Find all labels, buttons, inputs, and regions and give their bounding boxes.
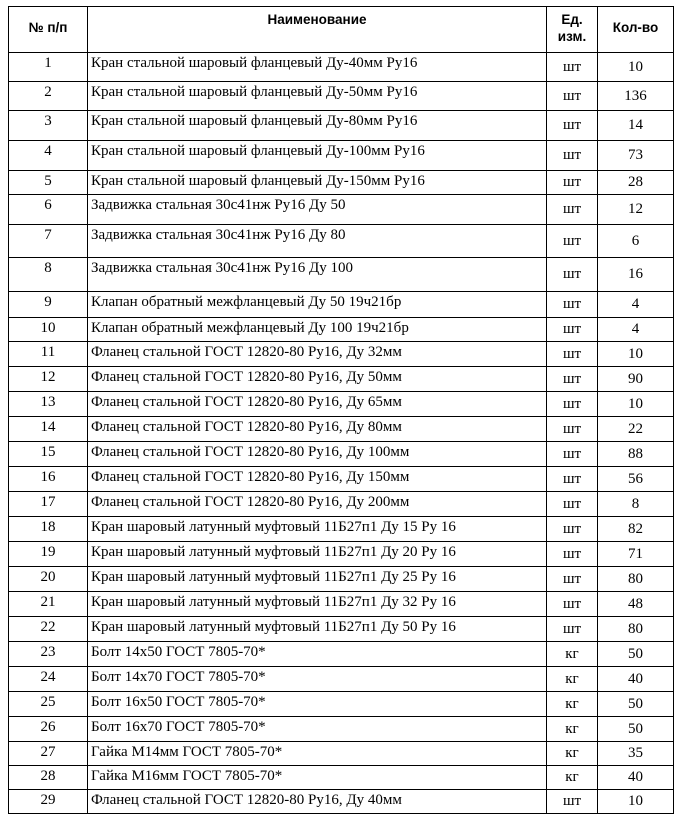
row-name: Кран стальной шаровый фланцевый Ду-40мм Ру16	[88, 53, 547, 82]
row-name: Задвижка стальная 30с41нж Ру16 Ду 50	[88, 195, 547, 225]
table-row	[9, 367, 674, 392]
row-quantity: 16	[598, 258, 674, 292]
table-row	[9, 442, 674, 467]
header-number: № п/п	[9, 7, 88, 53]
table-row	[9, 82, 674, 111]
table-row	[9, 392, 674, 417]
row-number: 21	[9, 592, 88, 617]
row-unit: шт	[547, 467, 598, 492]
table-row	[9, 592, 674, 617]
row-unit: шт	[547, 442, 598, 467]
row-number: 5	[9, 171, 88, 195]
row-number: 15	[9, 442, 88, 467]
row-unit: кг	[547, 667, 598, 692]
row-name: Кран стальной шаровый фланцевый Ду-50мм Ру16	[88, 82, 547, 111]
header-name: Наименование	[88, 7, 547, 53]
row-quantity: 40	[598, 667, 674, 692]
row-quantity: 48	[598, 592, 674, 617]
row-quantity: 8	[598, 492, 674, 517]
table-row	[9, 617, 674, 642]
row-quantity: 56	[598, 467, 674, 492]
row-unit: шт	[547, 417, 598, 442]
table-row	[9, 692, 674, 717]
header-quantity: Кол-во	[598, 7, 674, 53]
row-quantity: 136	[598, 82, 674, 111]
row-unit: шт	[547, 342, 598, 367]
row-quantity: 71	[598, 542, 674, 567]
table-row	[9, 467, 674, 492]
row-number: 25	[9, 692, 88, 717]
row-unit: кг	[547, 642, 598, 667]
row-name: Гайка М14мм ГОСТ 7805-70*	[88, 742, 547, 766]
row-name: Фланец стальной ГОСТ 12820-80 Ру16, Ду 80мм	[88, 417, 547, 442]
row-name: Задвижка стальная 30с41нж Ру16 Ду 80	[88, 225, 547, 258]
row-quantity: 22	[598, 417, 674, 442]
table-row	[9, 417, 674, 442]
row-number: 9	[9, 292, 88, 318]
row-number: 4	[9, 141, 88, 171]
row-name: Фланец стальной ГОСТ 12820-80 Ру16, Ду 40мм	[88, 790, 547, 814]
row-name: Болт 14х50 ГОСТ 7805-70*	[88, 642, 547, 667]
row-number: 6	[9, 195, 88, 225]
row-quantity: 50	[598, 692, 674, 717]
table-row	[9, 225, 674, 258]
row-unit: кг	[547, 742, 598, 766]
row-name: Кран шаровый латунный муфтовый 11Б27п1 Ду 20 Ру 16	[88, 542, 547, 567]
row-name: Кран стальной шаровый фланцевый Ду-80мм Ру16	[88, 111, 547, 141]
table-row	[9, 517, 674, 542]
row-number: 1	[9, 53, 88, 82]
row-quantity: 14	[598, 111, 674, 141]
row-number: 28	[9, 766, 88, 790]
row-quantity: 50	[598, 642, 674, 667]
row-quantity: 28	[598, 171, 674, 195]
row-name: Болт 16х50 ГОСТ 7805-70*	[88, 692, 547, 717]
row-number: 24	[9, 667, 88, 692]
row-name: Кран стальной шаровый фланцевый Ду-100мм Ру16	[88, 141, 547, 171]
row-unit: шт	[547, 567, 598, 592]
row-unit: шт	[547, 141, 598, 171]
row-number: 12	[9, 367, 88, 392]
row-number: 17	[9, 492, 88, 517]
row-unit: шт	[547, 392, 598, 417]
row-unit: шт	[547, 318, 598, 342]
row-name: Фланец стальной ГОСТ 12820-80 Ру16, Ду 50мм	[88, 367, 547, 392]
row-quantity: 4	[598, 292, 674, 318]
row-name: Болт 14х70 ГОСТ 7805-70*	[88, 667, 547, 692]
table-row	[9, 766, 674, 790]
row-name: Клапан обратный межфланцевый Ду 50 19ч21бр	[88, 292, 547, 318]
row-unit: шт	[547, 225, 598, 258]
row-unit: шт	[547, 367, 598, 392]
row-name: Фланец стальной ГОСТ 12820-80 Ру16, Ду 150мм	[88, 467, 547, 492]
table-row	[9, 258, 674, 292]
table-row	[9, 717, 674, 742]
row-name: Клапан обратный межфланцевый Ду 100 19ч21бр	[88, 318, 547, 342]
row-quantity: 50	[598, 717, 674, 742]
row-name: Кран шаровый латунный муфтовый 11Б27п1 Ду 32 Ру 16	[88, 592, 547, 617]
row-quantity: 88	[598, 442, 674, 467]
table-row	[9, 141, 674, 171]
row-quantity: 12	[598, 195, 674, 225]
row-unit: шт	[547, 195, 598, 225]
row-quantity: 80	[598, 567, 674, 592]
row-unit: шт	[547, 492, 598, 517]
table-row	[9, 742, 674, 766]
table-row	[9, 53, 674, 82]
row-unit: шт	[547, 82, 598, 111]
row-quantity: 73	[598, 141, 674, 171]
header-unit: Ед. изм.	[547, 7, 598, 53]
row-unit: шт	[547, 542, 598, 567]
row-number: 19	[9, 542, 88, 567]
header-row	[9, 7, 674, 53]
table-row	[9, 642, 674, 667]
row-quantity: 35	[598, 742, 674, 766]
row-number: 7	[9, 225, 88, 258]
row-name: Кран стальной шаровый фланцевый Ду-150мм Ру16	[88, 171, 547, 195]
row-number: 2	[9, 82, 88, 111]
row-unit: шт	[547, 617, 598, 642]
table-row	[9, 318, 674, 342]
row-name: Болт 16х70 ГОСТ 7805-70*	[88, 717, 547, 742]
row-number: 3	[9, 111, 88, 141]
table-row	[9, 342, 674, 367]
row-quantity: 10	[598, 342, 674, 367]
row-unit: шт	[547, 53, 598, 82]
row-number: 29	[9, 790, 88, 814]
table-row	[9, 790, 674, 814]
table-row	[9, 542, 674, 567]
row-number: 16	[9, 467, 88, 492]
row-quantity: 80	[598, 617, 674, 642]
row-quantity: 10	[598, 790, 674, 814]
row-name: Фланец стальной ГОСТ 12820-80 Ру16, Ду 100мм	[88, 442, 547, 467]
row-unit: шт	[547, 517, 598, 542]
row-name: Кран шаровый латунный муфтовый 11Б27п1 Ду 50 Ру 16	[88, 617, 547, 642]
row-unit: кг	[547, 717, 598, 742]
row-number: 22	[9, 617, 88, 642]
row-unit: шт	[547, 790, 598, 814]
row-number: 10	[9, 318, 88, 342]
table-row	[9, 492, 674, 517]
row-name: Фланец стальной ГОСТ 12820-80 Ру16, Ду 200мм	[88, 492, 547, 517]
table-row	[9, 567, 674, 592]
row-name: Задвижка стальная 30с41нж Ру16 Ду 100	[88, 258, 547, 292]
row-name: Фланец стальной ГОСТ 12820-80 Ру16, Ду 32мм	[88, 342, 547, 367]
row-number: 18	[9, 517, 88, 542]
row-name: Фланец стальной ГОСТ 12820-80 Ру16, Ду 65мм	[88, 392, 547, 417]
materials-table	[8, 6, 674, 814]
row-quantity: 82	[598, 517, 674, 542]
table-row	[9, 171, 674, 195]
row-name: Гайка М16мм ГОСТ 7805-70*	[88, 766, 547, 790]
row-quantity: 10	[598, 53, 674, 82]
row-number: 23	[9, 642, 88, 667]
row-unit: шт	[547, 171, 598, 195]
table-row	[9, 111, 674, 141]
table-body	[9, 53, 674, 814]
row-number: 8	[9, 258, 88, 292]
table-row	[9, 667, 674, 692]
row-number: 13	[9, 392, 88, 417]
table-row	[9, 195, 674, 225]
row-unit: шт	[547, 292, 598, 318]
row-number: 11	[9, 342, 88, 367]
row-unit: шт	[547, 258, 598, 292]
row-name: Кран шаровый латунный муфтовый 11Б27п1 Ду 15 Ру 16	[88, 517, 547, 542]
row-unit: кг	[547, 766, 598, 790]
row-quantity: 4	[598, 318, 674, 342]
row-quantity: 40	[598, 766, 674, 790]
row-unit: шт	[547, 111, 598, 141]
row-unit: шт	[547, 592, 598, 617]
row-number: 27	[9, 742, 88, 766]
row-quantity: 10	[598, 392, 674, 417]
row-name: Кран шаровый латунный муфтовый 11Б27п1 Ду 25 Ру 16	[88, 567, 547, 592]
row-number: 20	[9, 567, 88, 592]
row-unit: кг	[547, 692, 598, 717]
row-number: 14	[9, 417, 88, 442]
table-row	[9, 292, 674, 318]
row-quantity: 6	[598, 225, 674, 258]
row-quantity: 90	[598, 367, 674, 392]
row-number: 26	[9, 717, 88, 742]
